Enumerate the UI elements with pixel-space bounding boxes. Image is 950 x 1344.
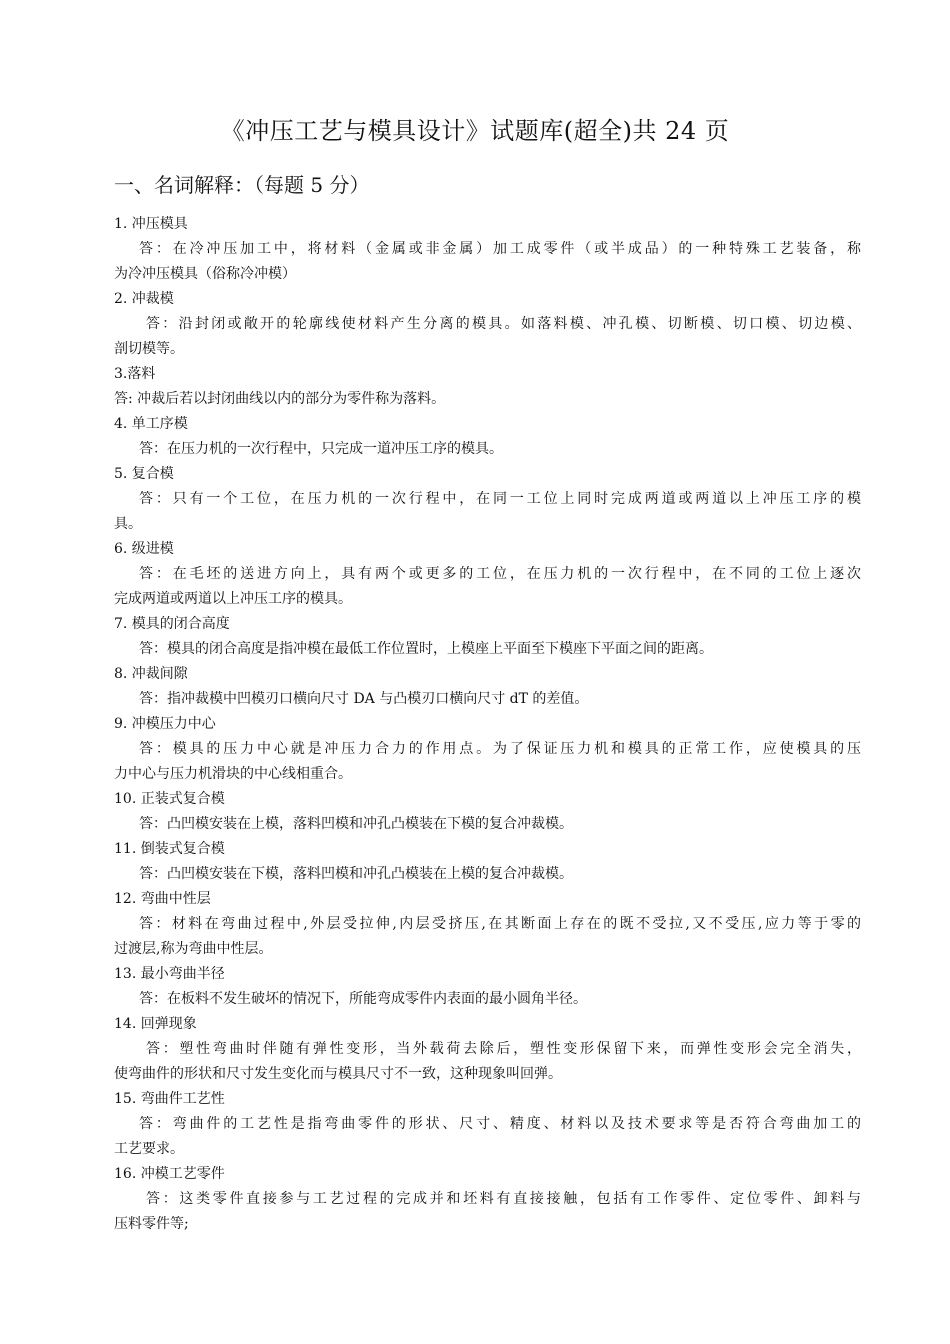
text-line: 7. 模具的闭合高度 [114,616,230,632]
text-line: 答：塑性弯曲时伴随有弹性变形，当外载荷去除后，塑性变形保留下来，而弹性变形会完全消失， [146,1041,861,1057]
text-line: 答：在板料不发生破坏的情况下，所能弯成零件内表面的最小圆角半径。 [139,991,587,1007]
text-line: 过渡层,称为弯曲中性层。 [114,941,273,957]
document-title: 《冲压工艺与模具设计》试题库(超全)共 24 页 [220,117,730,145]
text-line: 答：模具的压力中心就是冲压力合力的作用点。为了保证压力机和模具的正常工作，应使模具的压 [139,741,861,757]
text-line: 具。 [114,516,142,532]
text-line: 6. 级进模 [114,541,174,557]
text-line: 答: 冲裁后若以封闭曲线以内的部分为零件称为落料。 [114,391,446,407]
text-line: 答：指冲裁模中凹模刃口横向尺寸 DA 与凸模刃口横向尺寸 dT 的差值。 [139,691,589,707]
text-line: 答：在冷冲压加工中，将材料（金属或非金属）加工成零件（或半成品）的一种特殊工艺装备，称 [139,241,861,257]
text-line: 5. 复合模 [114,466,174,482]
section-heading: 一、名词解释：（每题 5 分） [114,173,370,197]
text-line: 答：沿封闭或敞开的轮廓线使材料产生分离的模具。如落料模、冲孔模、切断模、切口模、切边模、 [146,316,861,332]
document-body [114,212,861,1237]
text-line: 答：弯曲件的工艺性是指弯曲零件的形状、尺寸、精度、材料以及技术要求等是否符合弯曲加工的 [139,1116,861,1132]
text-line: 答：在压力机的一次行程中，只完成一道冲压工序的模具。 [139,441,503,457]
text-line: 完成两道或两道以上冲压工序的模具。 [114,591,352,607]
text-line: 4. 单工序模 [114,416,188,432]
text-line: 答：凸凹模安装在下模，落料凹模和冲孔凸模装在上模的复合冲裁模。 [139,866,573,882]
text-line: 剖切模等。 [114,341,184,357]
text-line: 13. 最小弯曲半径 [114,966,225,982]
text-line: 为冷冲压模具（俗称冷冲模） [114,266,296,282]
text-line: 12. 弯曲中性层 [114,891,211,907]
text-line: 10. 正装式复合模 [114,791,225,807]
text-line: 答：只有一个工位，在压力机的一次行程中，在同一工位上同时完成两道或两道以上冲压工序的模 [139,491,861,507]
text-line: 答：材料在弯曲过程中,外层受拉伸,内层受挤压,在其断面上存在的既不受拉,又不受压,应力等于零的 [139,916,861,932]
text-line: 答：模具的闭合高度是指冲模在最低工作位置时，上模座上平面至下模座下平面之间的距离。 [139,641,713,657]
text-line: 8. 冲裁间隙 [114,666,188,682]
text-line: 14. 回弹现象 [114,1016,197,1032]
text-line: 工艺要求。 [114,1141,184,1157]
text-line: 答：凸凹模安装在上模，落料凹模和冲孔凸模装在下模的复合冲裁模。 [139,816,573,832]
text-line: 压料零件等; [114,1216,189,1232]
text-line: 答：这类零件直接参与工艺过程的完成并和坯料有直接接触，包括有工作零件、定位零件、卸料与 [146,1191,861,1207]
text-line: 1. 冲压模具 [114,216,188,232]
text-line: 使弯曲件的形状和尺寸发生变化而与模具尺寸不一致，这种现象叫回弹。 [114,1066,562,1082]
text-line: 16. 冲模工艺零件 [114,1166,225,1182]
text-line: 答：在毛坯的送进方向上，具有两个或更多的工位，在压力机的一次行程中，在不同的工位上逐次 [139,566,861,582]
text-line: 9. 冲模压力中心 [114,716,216,732]
text-line: 3.落料 [114,366,156,382]
text-line: 11. 倒装式复合模 [114,841,225,857]
text-line: 2. 冲裁模 [114,291,174,307]
text-line: 15. 弯曲件工艺性 [114,1091,225,1107]
text-line: 力中心与压力机滑块的中心线相重合。 [114,766,352,782]
